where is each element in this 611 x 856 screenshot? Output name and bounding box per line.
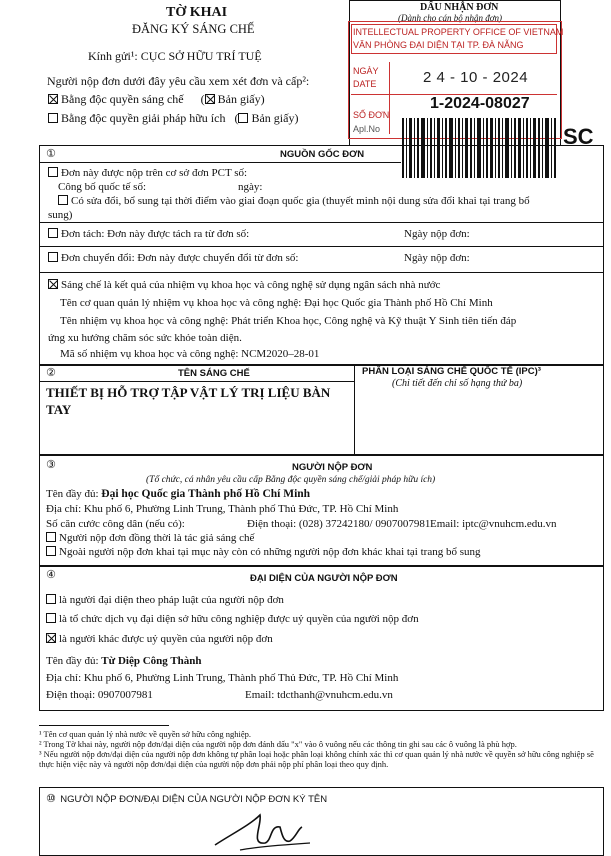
rep-legal-label: là người đại diện theo pháp luật của người nộp đơn: [59, 594, 284, 606]
signature-heading: [46, 792, 327, 805]
section-number: ④: [46, 568, 56, 581]
intl-pub-label: Công bố quốc tế số:: [58, 181, 146, 193]
pct-label: Đơn này được nộp trên cơ sở đơn PCT số:: [61, 167, 248, 179]
applicant-name-row: [46, 488, 310, 500]
option-utility-label: Bằng độc quyền giải pháp hữu ích: [61, 111, 226, 125]
section-number: ⑩: [46, 792, 56, 805]
applicant-address: Địa chỉ: Khu phố 6, Phường Linh Trung, Thành phố Thủ Đức, TP. Hồ Chí Minh: [46, 503, 399, 515]
checkbox-icon[interactable]: [58, 195, 68, 205]
form-title: TỜ KHAI: [166, 5, 228, 20]
signature-mark: [210, 805, 320, 855]
section-heading: NGƯỜI NỘP ĐƠN: [292, 462, 373, 473]
intl-pub-date: ngày:: [238, 181, 263, 193]
pct-row[interactable]: [48, 167, 247, 179]
amend-label: Có sửa đổi, bổ sung tại thời điểm vào giai đoạn quốc gia (thuyết minh nội dung sửa đổi khai tại trang bổ: [71, 195, 530, 207]
applicant-phone: Điện thoại: (028) 37242180/ 0907007981: [247, 518, 431, 530]
signature-heading-label: NGƯỜI NỘP ĐƠN/ĐẠI DIỆN CỦA NGƯỜI NỘP ĐƠN KÝ TÊN: [60, 794, 328, 805]
checkbox-icon[interactable]: [46, 633, 56, 643]
checkbox-icon[interactable]: [46, 613, 56, 623]
footnote-1: ¹ Tên cơ quan quản lý nhà nước về quyền sở hữu công nghiệp.: [39, 729, 252, 739]
option-patent[interactable]: Bằng độc quyền sáng chế ( Bản giấy): [48, 92, 265, 107]
checkbox-icon[interactable]: [48, 279, 58, 289]
checkbox-icon[interactable]: [48, 252, 58, 262]
author-row[interactable]: [46, 532, 254, 544]
applicant-email: Email: iptc@vnuhcm.edu.vn: [430, 518, 557, 530]
application-number: 1-2024-08027: [430, 95, 530, 112]
others-row[interactable]: [46, 546, 481, 558]
rep-other-row[interactable]: [46, 633, 273, 645]
checkbox-icon[interactable]: [46, 546, 56, 556]
checkbox-icon[interactable]: [46, 594, 56, 604]
checkbox-icon[interactable]: [48, 94, 58, 104]
split-label: Đơn tách: Đơn này được tách ra từ đơn số:: [61, 228, 250, 240]
amend-cont: sung): [48, 209, 73, 221]
sc-code: SC: [563, 124, 594, 149]
state-label: Sáng chế là kết quả của nhiệm vụ khoa học và công nghệ sử dụng ngân sách nhà nước: [61, 279, 441, 291]
rep-legal-row[interactable]: [46, 594, 284, 606]
office-name-en: INTELLECTUAL PROPERTY OFFICE OF VIETNAM: [353, 27, 564, 37]
recipient-value: CỤC SỞ HỮU TRÍ TUỆ: [140, 49, 262, 63]
split-date: Ngày nộp đơn:: [404, 228, 470, 240]
section-heading: NGUỒN GỐC ĐƠN: [280, 149, 365, 160]
appno-label: SỐ ĐƠN: [353, 110, 390, 120]
ipc-note: (Chi tiết đến chỉ số hạng thứ ba): [392, 378, 523, 389]
checkbox-icon[interactable]: [46, 532, 56, 542]
invention-name-cont: TAY: [46, 402, 72, 417]
section-number: ③: [46, 458, 56, 471]
section-number: ①: [46, 147, 56, 160]
stamp-title: DẤU NHẬN ĐƠN: [420, 2, 499, 13]
date-label: NGÀY: [353, 66, 379, 76]
section-heading: TÊN SÁNG CHẾ: [178, 368, 250, 379]
paper-label: Bản giấy): [217, 92, 265, 106]
checkbox-icon[interactable]: [205, 94, 215, 104]
rep-service-label: là tổ chức dịch vụ đại diện sở hữu công nghiệp được uỷ quyền của người nộp đơn: [59, 613, 419, 625]
date-label-en: DATE: [353, 79, 377, 89]
convert-date: Ngày nộp đơn:: [404, 252, 470, 264]
checkbox-icon[interactable]: [48, 113, 58, 123]
task-line: Tên nhiệm vụ khoa học và công nghệ: Phát triển Khoa học, Công nghệ và Kỹ thuật Y Sinh tiên tiến đáp: [60, 315, 517, 327]
rep-email: Email: tdcthanh@vnuhcm.edu.vn: [245, 689, 393, 701]
rep-service-row[interactable]: [46, 613, 419, 625]
rep-name-row: [46, 655, 202, 667]
invention-name: THIẾT BỊ HỖ TRỢ TẬP VẬT LÝ TRỊ LIỆU BÀN: [46, 385, 331, 400]
others-label: Ngoài người nộp đơn khai tại mục này còn có những người nộp đơn khác khai tại trang bổ sung: [59, 546, 481, 558]
applicant-name: Đại học Quốc gia Thành phố Hồ Chí Minh: [101, 488, 311, 500]
rep-name: Từ Diệp Công Thành: [101, 655, 202, 667]
checkbox-icon[interactable]: [238, 113, 248, 123]
recipient-line: [88, 49, 262, 64]
stamp-subtitle: (Dành cho cán bộ nhận đơn): [398, 13, 503, 23]
section-number: ②: [46, 366, 56, 379]
checkbox-icon[interactable]: [48, 228, 58, 238]
rep-other-label: là người khác được uỷ quyền của người nộp đơn: [59, 633, 273, 645]
amend-row[interactable]: [58, 195, 530, 207]
applicant-note: (Tổ chức, cá nhân yêu cầu cấp Bằng độc quyền sáng chế/giải pháp hữu ích): [146, 475, 436, 485]
paper-label: Bản giấy): [251, 111, 299, 125]
appno-label-en: Apl.No: [353, 124, 381, 134]
date-value: 2 4 - 10 - 2024: [423, 69, 529, 86]
recipient-label: Kính gửi¹:: [88, 49, 141, 63]
option-utility[interactable]: Bằng độc quyền giải pháp hữu ích ( Bản giấy): [48, 111, 298, 126]
author-label: Người nộp đơn đồng thời là tác giả sáng chế: [59, 532, 255, 544]
rep-address: Địa chỉ: Khu phố 6, Phường Linh Trung, Thành phố Thủ Đức, TP. Hồ Chí Minh: [46, 672, 399, 684]
ipc-heading: PHÂN LOẠI SÁNG CHẾ QUỐC TẾ (IPC)³: [362, 366, 541, 377]
convert-label: Đơn chuyển đổi: Đơn này được chuyển đổi từ đơn số:: [61, 252, 299, 264]
applicant-id: Số căn cước công dân (nếu có):: [46, 518, 185, 530]
form-subtitle: ĐĂNG KÝ SÁNG CHẾ: [132, 22, 255, 36]
office-name-vn: VĂN PHÒNG ĐẠI DIỆN TẠI TP. ĐÀ NẴNG: [353, 40, 524, 50]
option-patent-label: Bằng độc quyền sáng chế: [61, 92, 184, 106]
name-label: Tên đầy đủ:: [46, 488, 102, 500]
request-line: Người nộp đơn dưới đây yêu cầu xem xét đơn và cấp²:: [47, 74, 310, 88]
state-row[interactable]: [48, 279, 440, 291]
agency-line: Tên cơ quan quản lý nhiệm vụ khoa học và công nghệ: Đại học Quốc gia Thành phố Hồ Chí Minh: [60, 297, 493, 309]
task-code: Mã số nhiệm vụ khoa học và công nghệ: NCM2020–28-01: [60, 348, 320, 360]
convert-row[interactable]: [48, 252, 298, 264]
section-heading: ĐẠI DIỆN CỦA NGƯỜI NỘP ĐƠN: [250, 573, 398, 584]
footnote-2: ² Trong Tờ khai này, người nộp đơn/đại diện của người nộp đơn đánh dấu "x" vào ô vuông nếu các thông tin ghi sau các ô vuông là phù hợp.: [39, 739, 517, 749]
footnotes: [39, 729, 604, 769]
footnote-3: ³ Nếu người nộp đơn/đại diện của người nộp đơn không tự phân loại hoặc phân loại không chính xác thì cơ quan quản lý nhà nước về quyền sở hữu công nghiệp sẽ thực hiện việc này và người nộp đơn/đại diện của người nộp đơn phải nộp phí phân loại theo quy định.: [39, 749, 594, 769]
split-row[interactable]: [48, 228, 249, 240]
name-label: Tên đầy đủ:: [46, 655, 102, 667]
footnote-divider: [39, 725, 169, 726]
rep-phone: Điện thoại: 0907007981: [46, 689, 153, 701]
task-line-cont: ứng xu hướng chăm sóc sức khỏe toàn diện.: [48, 332, 242, 344]
checkbox-icon[interactable]: [48, 167, 58, 177]
